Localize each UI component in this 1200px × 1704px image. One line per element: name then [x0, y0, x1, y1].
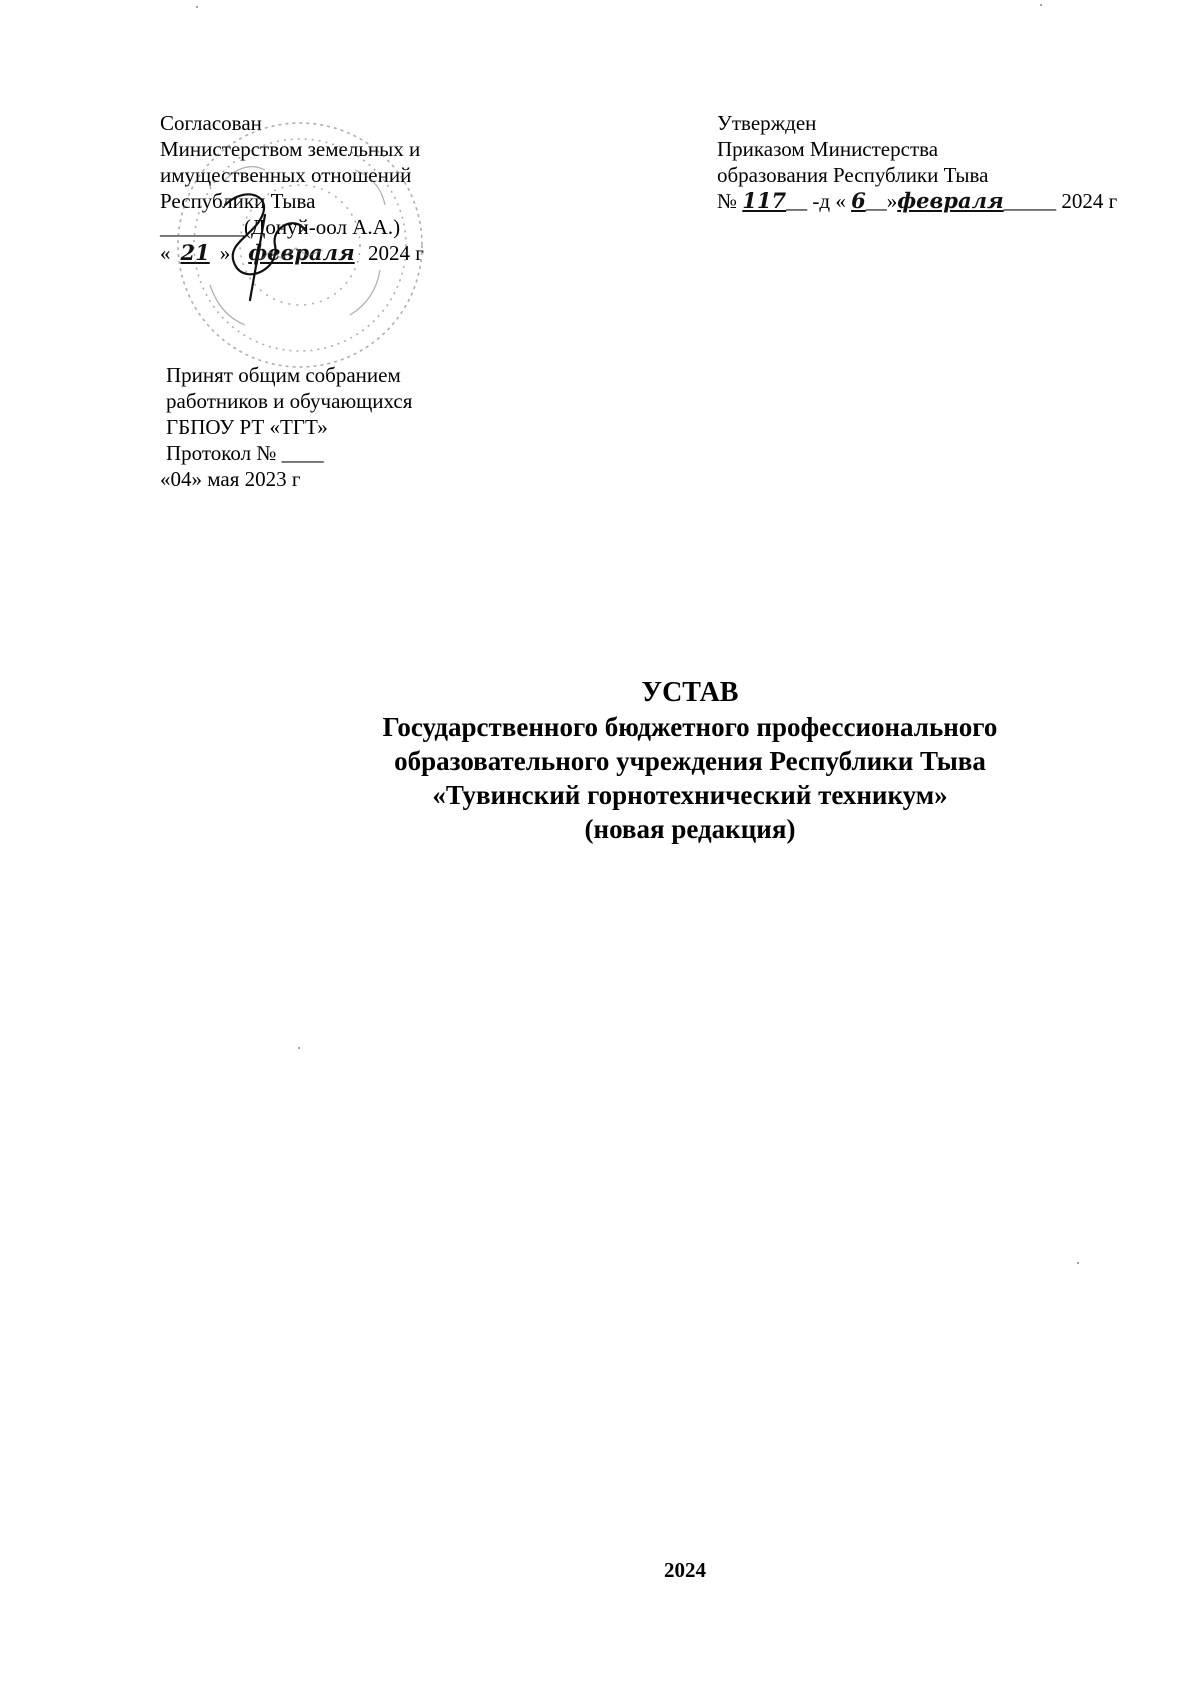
date-quote-close: __»: [865, 189, 898, 213]
date-quote-close: »: [219, 241, 231, 265]
approval-date-month: февраля: [897, 188, 1004, 213]
agreement-date-line: [160, 240, 424, 266]
approval-order-number: 117: [742, 188, 787, 213]
approval-order-line2: образования Республики Тыва: [717, 163, 989, 187]
agreement-date-month: февраля: [248, 240, 355, 265]
scan-speck: [196, 6, 198, 8]
agreement-signatory-line: [160, 214, 424, 240]
approval-order-number-line: [717, 188, 1117, 214]
document-year: 2024: [664, 1558, 706, 1582]
signatory-name: (Донуй-оол А.А.): [244, 215, 401, 239]
agreement-ministry-line2: имущественных отношений: [160, 163, 412, 187]
acceptance-participants: работников и обучающихся: [166, 389, 413, 413]
signature-blank: ________: [160, 215, 244, 239]
approval-heading: Утвержден: [717, 111, 817, 135]
approval-order-line1: Приказом Министерства: [717, 137, 939, 161]
scan-speck: [1077, 1262, 1079, 1264]
approval-block: [717, 110, 1117, 214]
acceptance-protocol: Протокол № ____: [166, 441, 324, 465]
agreement-heading: Согласован: [160, 111, 262, 135]
scan-speck: [298, 1047, 300, 1049]
document-subtitle-line2: образовательного учреждения Республики Тыва: [394, 746, 986, 776]
acceptance-heading: Принят общим собранием: [166, 363, 401, 387]
approval-date-day: 6: [851, 188, 866, 213]
scan-speck: [1040, 4, 1042, 6]
acceptance-institution: ГБПОУ РТ «ТГТ»: [166, 415, 328, 439]
agreement-ministry-line3: Республики Тыва: [160, 189, 316, 213]
document-title-block: [255, 676, 1125, 846]
order-suffix: __ -д «: [786, 189, 852, 213]
date-quote-open: «: [160, 241, 171, 265]
document-title: УСТАВ: [641, 677, 739, 708]
approval-date-year: _____ 2024 г: [1003, 189, 1118, 213]
agreement-date-year: 2024 г: [362, 241, 424, 265]
document-subtitle-line3: «Тувинский горнотехнический техникум»: [432, 780, 948, 810]
agreement-block: [160, 110, 424, 266]
number-sign: №: [717, 189, 743, 213]
acceptance-date: «04» мая 2023 г: [160, 467, 301, 491]
agreement-date-day: 21: [180, 240, 210, 265]
meeting-acceptance-block: [160, 362, 413, 492]
agreement-ministry-line1: Министерством земельных и: [160, 137, 421, 161]
document-edition-note: (новая редакция): [584, 814, 796, 844]
document-subtitle-line1: Государственного бюджетного профессионального: [382, 712, 998, 742]
